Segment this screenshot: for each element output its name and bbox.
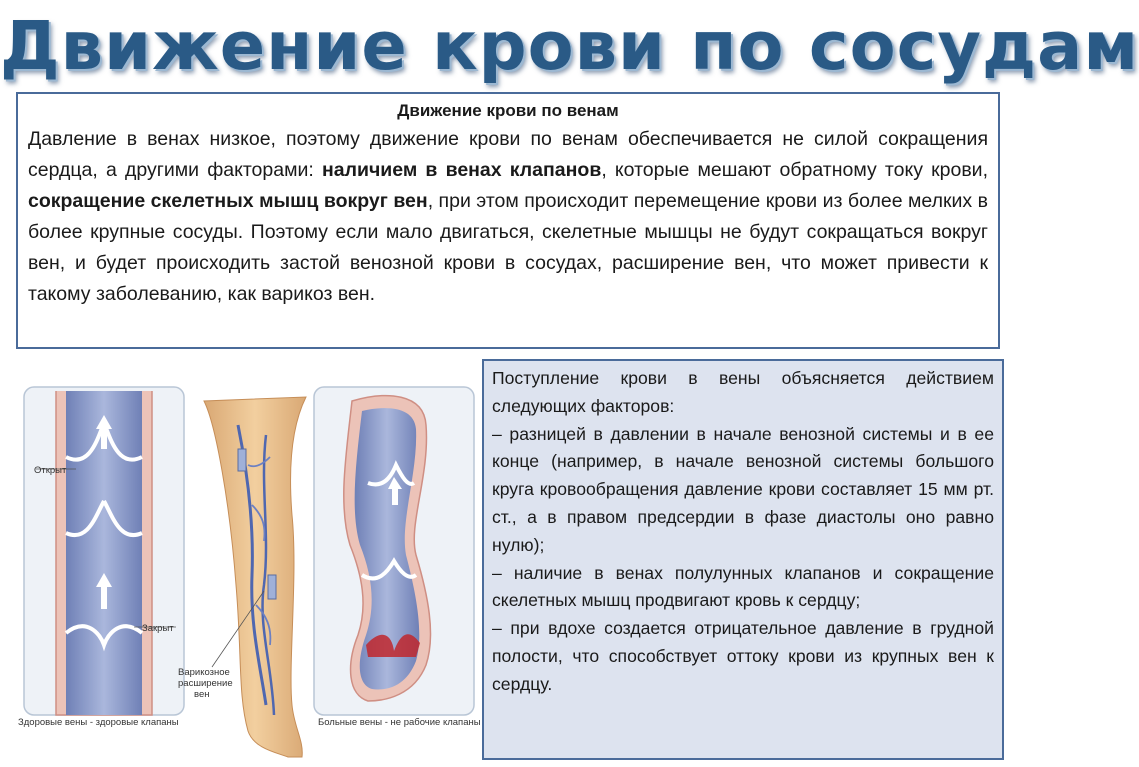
factors-text-box [482, 359, 1004, 760]
label-varicose-line-3: вен [194, 689, 210, 700]
veins-bold-valves: наличием в венах клапанов [321, 159, 602, 181]
veins-text-part-2: , которые мешают обратному току крови, [601, 159, 988, 181]
diseased-vein-panel [314, 387, 474, 715]
healthy-vein-panel [24, 387, 184, 715]
veins-heading: Движение крови по венам [397, 101, 619, 120]
veins-text-box [16, 92, 1000, 349]
leg-drawing [204, 397, 306, 757]
label-open-valve: Открыт [34, 465, 67, 476]
caption-diseased-veins: Больные вены - не рабочие клапаны [318, 717, 481, 728]
factors-item-valves: – наличие в венах полулунных клапанов и сокращение скелетных мышц продвигают кровь к сердцу; [492, 562, 994, 611]
veins-bold-muscles: сокращение скелетных мышц вокруг вен [28, 190, 428, 212]
slide-title: Движение крови по сосудам [0, 7, 1139, 85]
label-varicose-line-1: Варикозное [178, 667, 230, 678]
label-closed-valve: Закрыт [142, 623, 174, 634]
veins-text-part-3: , при этом происходит перемещение крови из более мелких в более крупные сосуды. Поэтому если мало двигаться, скелетные мышцы не будут сокращаться вокруг вен, и будет происходить застой венозной крови в сосудах, расширение вен, что может привести к такому заболеванию, как варикоз вен. [28, 190, 988, 305]
veins-text-part-1: Давление в венах низкое, поэтому движение крови по венам обеспечивается не силой сокращения сердца, а другими факторами: [28, 128, 988, 181]
veins-illustration-graphic [16, 365, 478, 765]
factors-item-breathing: – при вдохе создается отрицательное давление в грудной полости, что способствует оттоку крови из крупных вен к сердцу. [492, 618, 994, 694]
veins-paragraph [28, 124, 988, 310]
caption-healthy-veins: Здоровые вены - здоровые клапаны [18, 717, 179, 728]
label-varicose-line-2: расширение [178, 678, 233, 689]
factors-item-pressure: – разницей в давлении в начале венозной системы и в ее конце (например, в начале венозной системы большого круга кровообращения давление крови составляет 15 мм рт. ст., а в правом предсердии в фазе диастолы оно равно нулю); [492, 423, 994, 555]
factors-intro: Поступление крови в вены объясняется действием следующих факторов: [492, 368, 994, 416]
veins-illustration [16, 365, 481, 765]
